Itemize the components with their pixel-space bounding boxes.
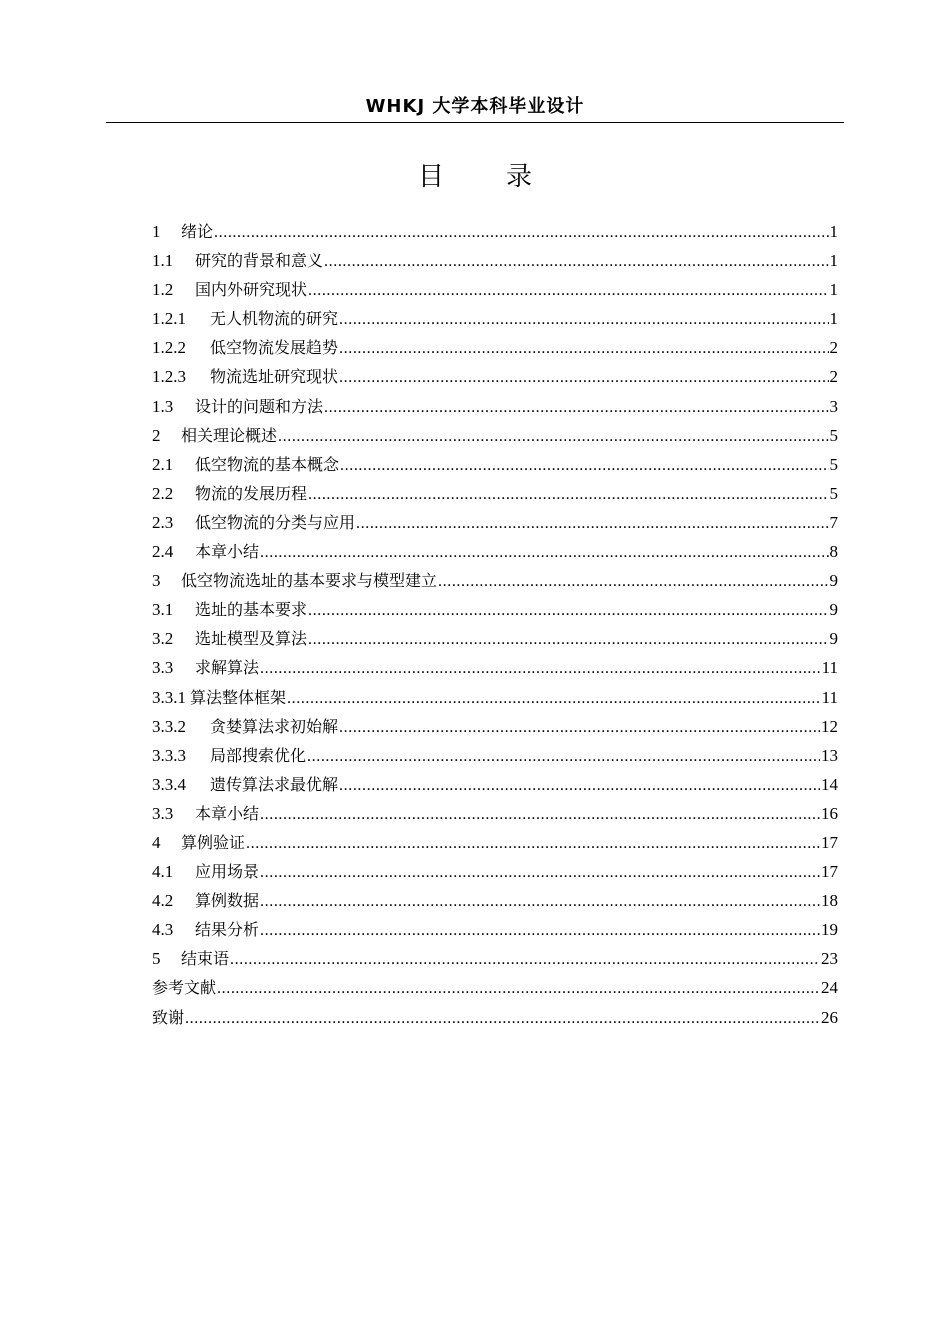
toc-entry-number: 3: [152, 571, 161, 591]
toc-entry[interactable]: [152, 566, 838, 595]
toc-leader-dots: [339, 305, 828, 334]
toc-entry-label: 参考文献: [152, 978, 217, 998]
toc-entry-label: 选址的基本要求: [195, 600, 308, 620]
toc-entry-page: 17: [821, 832, 838, 852]
toc-entry-page: 11: [821, 658, 838, 678]
toc-entry-number: 1.1: [152, 251, 174, 271]
toc-leader-dots: [260, 800, 820, 829]
toc-entry-label: 低空物流选址的基本要求与模型建立: [181, 571, 438, 591]
toc-entry-number: 5: [152, 949, 161, 969]
toc-entry-label: 求解算法: [195, 658, 260, 678]
toc-entry-label: 局部搜索优化: [210, 745, 307, 765]
toc-leader-dots: [217, 974, 820, 1003]
toc-entry-page: 19: [821, 920, 838, 940]
toc-entry-number: 4: [152, 832, 161, 852]
toc-entry-page: 26: [821, 1007, 838, 1027]
toc-entry[interactable]: [152, 217, 838, 246]
toc-entry-number: 3.3.4: [152, 774, 186, 794]
toc-entry-number: 3.3.2: [152, 716, 186, 736]
toc-entry-label: 致谢: [152, 1007, 185, 1027]
toc-entry-number: 4.1: [152, 862, 174, 882]
toc-leader-dots: [308, 276, 828, 305]
toc-entry-label: 绪论: [181, 222, 214, 241]
toc-entry[interactable]: [152, 333, 838, 362]
toc-entry-number: 2.3: [152, 512, 174, 532]
toc-entry-number: 3.2: [152, 629, 174, 649]
toc-entry[interactable]: [152, 508, 838, 537]
toc-leader-dots: [246, 829, 820, 858]
toc-entry[interactable]: [152, 392, 838, 421]
toc-entry-page: 9: [829, 571, 838, 591]
toc-entry-page: 9: [829, 629, 838, 649]
toc-entry[interactable]: [152, 886, 838, 915]
toc-entry-label: 低空物流的分类与应用: [195, 512, 356, 532]
toc-leader-dots: [339, 363, 828, 392]
toc-entry[interactable]: [152, 362, 838, 391]
toc-entry-page: 2: [829, 367, 838, 387]
toc-leader-dots: [260, 858, 820, 887]
toc-entry-page: 16: [821, 803, 838, 823]
toc-entry-number: 2.4: [152, 542, 174, 562]
toc-entry-label: 研究的背景和意义: [195, 251, 324, 271]
toc-leader-dots: [214, 218, 828, 247]
toc-entry[interactable]: [152, 944, 838, 973]
toc-entry[interactable]: [152, 421, 838, 450]
toc-entry-label: 低空物流发展趋势: [210, 338, 339, 358]
toc-entry-label: 物流选址研究现状: [210, 367, 339, 387]
toc-entry-page: 2: [829, 338, 838, 358]
toc-entry-number: 3.3.1: [152, 687, 186, 707]
toc-entry-number: 3.3: [152, 658, 174, 678]
toc-leader-dots: [339, 713, 820, 742]
toc-leader-dots: [308, 596, 828, 625]
toc-entry-page: 24: [821, 978, 838, 998]
toc-leader-dots: [260, 654, 821, 683]
toc-entry-label: 国内外研究现状: [195, 280, 308, 300]
toc-entry[interactable]: [152, 595, 838, 624]
toc-leader-dots: [324, 247, 828, 276]
toc-entry[interactable]: [152, 1003, 838, 1032]
toc-entry[interactable]: [152, 304, 838, 333]
toc-entry-page: 18: [821, 891, 838, 911]
toc-leader-dots: [260, 538, 828, 567]
toc-leader-dots: [287, 684, 821, 713]
toc-entry[interactable]: [152, 828, 838, 857]
toc-entry-number: 1.2: [152, 280, 174, 300]
toc-entry-page: 5: [829, 425, 838, 445]
toc-entry-page: 11: [821, 687, 838, 707]
toc-leader-dots: [356, 509, 828, 538]
toc-leader-dots: [185, 1004, 820, 1033]
toc-entry-number: 3.1: [152, 600, 174, 620]
toc-leader-dots: [307, 742, 820, 771]
toc-entry[interactable]: [152, 712, 838, 741]
toc-entry-number: 3.3.3: [152, 745, 186, 765]
toc-entry[interactable]: [152, 450, 838, 479]
toc-entry-label: 遗传算法求最优解: [210, 774, 339, 794]
table-of-contents: [152, 217, 838, 1032]
toc-entry-label: 选址模型及算法: [195, 629, 308, 649]
toc-entry-page: 3: [829, 396, 838, 416]
toc-entry[interactable]: [152, 246, 838, 275]
toc-entry[interactable]: [152, 653, 838, 682]
toc-entry-page: 1: [829, 222, 838, 241]
toc-entry-label: 物流的发展历程: [195, 483, 308, 503]
toc-leader-dots: [278, 422, 828, 451]
toc-entry-number: 1: [152, 222, 161, 241]
toc-leader-dots: [324, 393, 828, 422]
toc-leader-dots: [260, 916, 820, 945]
toc-entry[interactable]: [152, 624, 838, 653]
toc-entry-label: 无人机物流的研究: [210, 309, 339, 329]
toc-entry[interactable]: [152, 915, 838, 944]
toc-entry-number: 2: [152, 425, 161, 445]
toc-entry-label: 结果分析: [195, 920, 260, 940]
toc-entry[interactable]: [152, 799, 838, 828]
toc-entry-number: 1.2.3: [152, 367, 186, 387]
toc-entry-page: 23: [821, 949, 838, 969]
toc-entry-label: 应用场景: [195, 862, 260, 882]
toc-entry-page: 1: [829, 280, 838, 300]
toc-entry-page: 1: [829, 309, 838, 329]
toc-entry-number: 1.3: [152, 396, 174, 416]
toc-entry-page: 13: [821, 745, 838, 765]
toc-entry-label: 设计的问题和方法: [195, 396, 324, 416]
toc-entry-label: 低空物流的基本概念: [195, 454, 340, 474]
toc-leader-dots: [308, 480, 828, 509]
toc-entry[interactable]: [152, 479, 838, 508]
toc-entry-page: 5: [829, 454, 838, 474]
page-header: [106, 92, 844, 123]
toc-leader-dots: [438, 567, 828, 596]
toc-entry-label: 算法整体框架: [190, 687, 287, 707]
toc-leader-dots: [339, 334, 828, 363]
toc-leader-dots: [340, 451, 828, 480]
toc-entry[interactable]: [152, 741, 838, 770]
toc-entry-number: 1.2.2: [152, 338, 186, 358]
toc-entry-page: 9: [829, 600, 838, 620]
toc-entry-page: 5: [829, 483, 838, 503]
toc-entry[interactable]: [152, 857, 838, 886]
toc-leader-dots: [339, 771, 820, 800]
toc-entry[interactable]: [152, 537, 838, 566]
toc-entry[interactable]: [152, 275, 838, 304]
toc-entry-label: 相关理论概述: [181, 425, 278, 445]
toc-entry-number: 1.2.1: [152, 309, 186, 329]
toc-leader-dots: [230, 945, 820, 974]
header-text: WHKJ 大学本科毕业设计: [365, 96, 585, 117]
toc-entry-page: 7: [829, 512, 838, 532]
toc-entry-number: 2.2: [152, 483, 174, 503]
toc-entry[interactable]: [152, 683, 838, 712]
toc-leader-dots: [260, 887, 820, 916]
toc-entry-page: 12: [821, 716, 838, 736]
toc-entry-label: 结束语: [181, 949, 230, 969]
toc-entry-page: 17: [821, 862, 838, 882]
toc-entry-number: 3.3: [152, 803, 174, 823]
toc-title: 目 录: [417, 162, 550, 192]
toc-entry-label: 算例数据: [195, 891, 260, 911]
toc-entry-label: 本章小结: [195, 542, 260, 562]
toc-entry[interactable]: [152, 770, 838, 799]
toc-entry-number: 2.1: [152, 454, 174, 474]
toc-entry-number: 4.2: [152, 891, 174, 911]
toc-entry-page: 8: [829, 542, 838, 562]
toc-entry[interactable]: [152, 973, 838, 1002]
toc-leader-dots: [308, 625, 828, 654]
toc-entry-page: 14: [821, 774, 838, 794]
toc-entry-number: 4.3: [152, 920, 174, 940]
toc-entry-label: 贪婪算法求初始解: [210, 716, 339, 736]
toc-entry-label: 算例验证: [181, 832, 246, 852]
toc-entry-label: 本章小结: [195, 803, 260, 823]
toc-entry-page: 1: [829, 251, 838, 271]
